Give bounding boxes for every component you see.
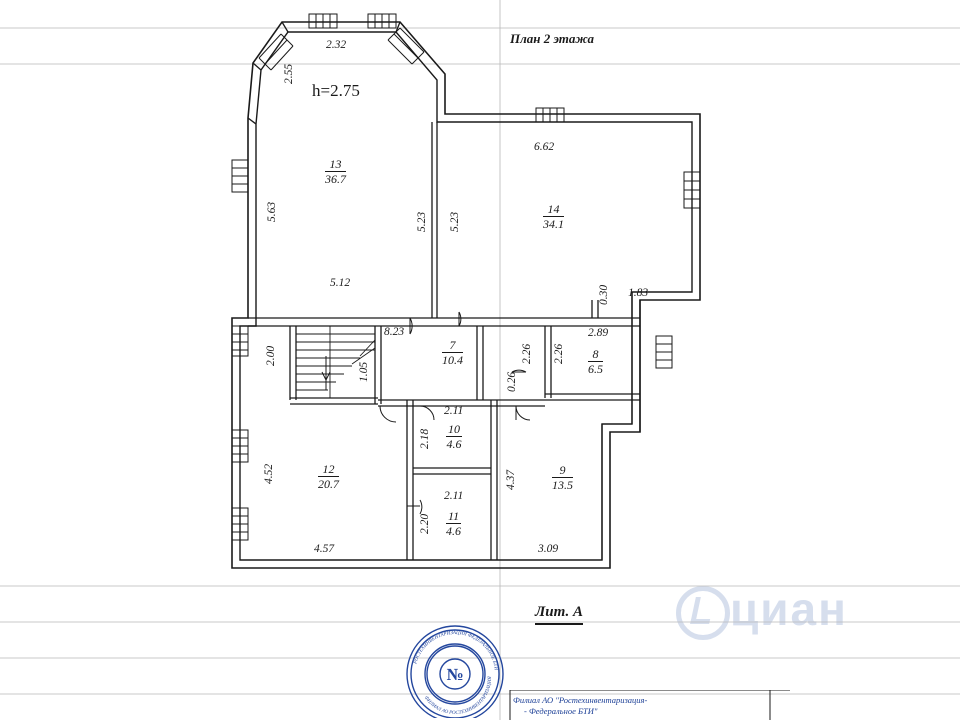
room-area: 36.7 xyxy=(325,171,346,186)
dimension-label: 5.23 xyxy=(449,211,461,232)
room-area: 4.6 xyxy=(446,523,462,538)
dimension-label: 4.52 xyxy=(263,463,275,484)
room-14 xyxy=(543,203,564,230)
dimension-label: 8.23 xyxy=(384,326,405,338)
dimension-label: 5.63 xyxy=(266,201,278,222)
stamp-line-2: - Федеральное БТИ" xyxy=(524,706,598,716)
room-number: 14 xyxy=(543,203,564,217)
dimension-label: 2.11 xyxy=(444,405,464,417)
watermark-text: циан xyxy=(730,583,848,635)
dimension-label: 2.26 xyxy=(521,343,533,364)
room-9 xyxy=(552,464,573,491)
dimension-label: 2.11 xyxy=(444,490,464,502)
room-number: 10 xyxy=(448,422,460,436)
dimension-label: 2.00 xyxy=(265,345,277,366)
stamp-line-1: Филиал АО "Ростехинвентаризация- xyxy=(513,695,648,705)
room-area: 13.5 xyxy=(552,477,573,492)
room-number: 8 xyxy=(588,348,603,362)
room-12 xyxy=(318,463,339,490)
litera-label: Лит. А xyxy=(535,605,583,625)
room-10 xyxy=(446,423,462,450)
room-number: 7 xyxy=(442,339,463,353)
ceiling-height-label: h=2.75 xyxy=(312,81,360,100)
dimension-label: 2.18 xyxy=(419,428,431,449)
room-7 xyxy=(442,339,463,366)
page-title: План 2 этажа xyxy=(510,31,595,46)
room-number: 9 xyxy=(552,464,573,478)
room-number: 12 xyxy=(318,463,339,477)
room-number: 13 xyxy=(325,158,346,172)
room-area: 34.1 xyxy=(543,216,564,231)
stamp-frame xyxy=(500,690,790,720)
room-13 xyxy=(325,158,346,185)
dimension-label: 6.62 xyxy=(534,141,555,153)
dimension-label: 2.32 xyxy=(326,39,347,51)
room-8 xyxy=(588,348,603,375)
dimension-label: 0.30 xyxy=(598,284,610,305)
room-area: 6.5 xyxy=(588,361,603,376)
dimension-label: 3.09 xyxy=(538,543,559,555)
room-area: 10.4 xyxy=(442,352,463,367)
dimension-label: 0.26 xyxy=(506,371,518,392)
dimension-label: 5.12 xyxy=(330,277,351,289)
room-11 xyxy=(446,510,461,537)
room-area: 20.7 xyxy=(318,476,339,491)
official-seal xyxy=(393,618,517,718)
dimension-label: 4.37 xyxy=(505,469,517,490)
dimension-label: 2.89 xyxy=(588,327,609,339)
dimension-label: 1.83 xyxy=(628,287,649,299)
dimension-label: 5.23 xyxy=(416,211,428,232)
svg-text:№: № xyxy=(446,665,464,684)
dimension-label: 1.05 xyxy=(358,361,370,382)
room-number: 11 xyxy=(448,509,460,523)
dimension-label: 2.55 xyxy=(283,63,295,84)
room-area: 4.6 xyxy=(446,436,462,451)
svg-text:ФИЛИАЛ АО РОСТЕХИНВЕНТАРИЗАЦ: ФИЛИАЛ АО РОСТЕХИНВЕНТАРИЗАЦИЯ xyxy=(422,676,494,717)
dimension-label: 2.26 xyxy=(553,343,565,364)
svg-text:РОСТЕХИНВЕНТАРИЗАЦИЯ ФЕДЕРАЛЬН: РОСТЕХИНВЕНТАРИЗАЦИЯ ФЕДЕРАЛЬНОЕ БТИ xyxy=(413,630,498,671)
dimension-label: 4.57 xyxy=(314,543,335,555)
dimension-label: 2.20 xyxy=(419,513,431,534)
